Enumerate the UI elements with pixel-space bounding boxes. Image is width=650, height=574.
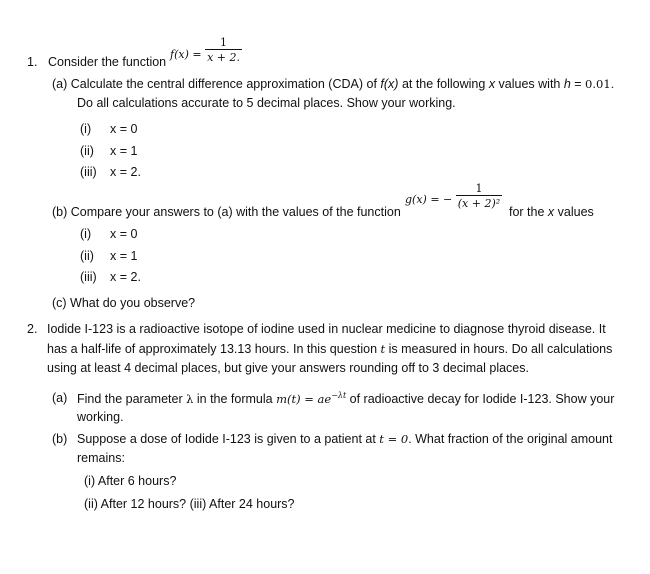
q1a-fx: f(x)	[380, 77, 399, 91]
q1b-text-2: values	[554, 205, 594, 219]
q1b-item-ii-value: x = 1	[110, 249, 138, 263]
q2b-label: (b)	[52, 432, 68, 446]
q2a-text-2: in the formula	[193, 392, 277, 407]
q1a-text-3: values with	[495, 77, 564, 91]
q1c-line: (c) What do you observe?	[52, 296, 196, 310]
q1a-h: h	[563, 77, 571, 91]
q1a-line2: Do all calculations accurate to 5 decimal places. Show your working.	[77, 96, 456, 110]
q1b-item-ii-label: (ii)	[80, 249, 94, 263]
q1a-item-iii-value: x = 2.	[110, 165, 141, 179]
q1a-item-ii-value: x = 1	[110, 144, 138, 158]
q1a-line1	[52, 77, 614, 91]
q2b-item-1: (i) After 6 hours?	[84, 474, 177, 488]
f-lhs: f(x) =	[170, 48, 202, 61]
q1a-item-i-value: x = 0	[110, 122, 138, 136]
q2-text-2: is measured in hours. Do all calculations	[385, 342, 613, 356]
q1b-item-i-label: (i)	[80, 227, 92, 241]
q1a-eq: =	[570, 77, 586, 91]
g-fraction	[456, 182, 502, 210]
q1a-text-1: (a) Calculate the central difference approximation (CDA) of	[52, 77, 381, 91]
q1a-x: x	[488, 77, 496, 91]
q2a-text-3: of radioactive decay for Iodide I-123. Show your	[346, 392, 615, 407]
q2a-line1	[77, 391, 614, 406]
q2-t: t	[380, 342, 386, 356]
q2b-line1	[77, 432, 612, 446]
f-fraction	[205, 36, 242, 64]
f-formula	[170, 36, 242, 64]
q1a-item-i-label: (i)	[80, 122, 92, 136]
q2a-formula: m(t) = ae	[276, 392, 332, 407]
q1b-x: x	[547, 205, 555, 219]
q1a-item-iii-label: (iii)	[80, 165, 97, 179]
q1b-text-1: for the	[509, 205, 548, 219]
q2b-line2: remains:	[77, 451, 125, 465]
q2a-lambda: λ	[186, 392, 194, 407]
q2-line3: using at least 4 decimal places, but give your answers rounding off to 3 decimal places.	[47, 361, 529, 375]
q1a-item-ii-label: (ii)	[80, 144, 94, 158]
q1b-line: (b) Compare your answers to (a) with the values of the function	[52, 205, 401, 219]
q1b-item-iii-label: (iii)	[80, 270, 97, 284]
f-denominator: x + 2.	[207, 51, 240, 64]
q1-number: 1.	[27, 55, 38, 69]
q2b-t0: t = 0	[379, 432, 409, 446]
g-denominator: (x + 2)²	[457, 197, 501, 210]
q2-number: 2.	[27, 322, 38, 336]
g-lhs: g(x) = −	[405, 193, 453, 206]
g-formula	[405, 182, 502, 210]
q1b-line-end	[509, 205, 594, 219]
q1a-h-value: 0.01.	[585, 77, 615, 91]
q1-intro: Consider the function	[48, 55, 167, 69]
q2-text-1: has a half-life of approximately 13.13 hours. In this question	[47, 342, 381, 356]
q2a-line2: working.	[77, 410, 124, 424]
q2b-text-2: . What fraction of the original amount	[408, 432, 613, 446]
q1b-item-iii-value: x = 2.	[110, 270, 141, 284]
q1a-text-2: at the following	[398, 77, 489, 91]
g-numerator: 1	[475, 182, 483, 195]
q2a-exponent: −λt	[331, 391, 347, 400]
f-numerator: 1	[220, 36, 228, 49]
q1b-item-i-value: x = 0	[110, 227, 138, 241]
q2b-item-2: (ii) After 12 hours? (iii) After 24 hours?	[84, 497, 295, 511]
q2-line1: Iodide I-123 is a radioactive isotope of iodine used in nuclear medicine to diagnose thyroid disease. It	[47, 322, 606, 336]
q2-line2	[47, 342, 612, 356]
q2a-text-1: Find the parameter	[77, 392, 187, 407]
q2a-label: (a)	[52, 391, 68, 405]
q2b-text-1: Suppose a dose of Iodide I-123 is given to a patient at	[77, 432, 380, 446]
